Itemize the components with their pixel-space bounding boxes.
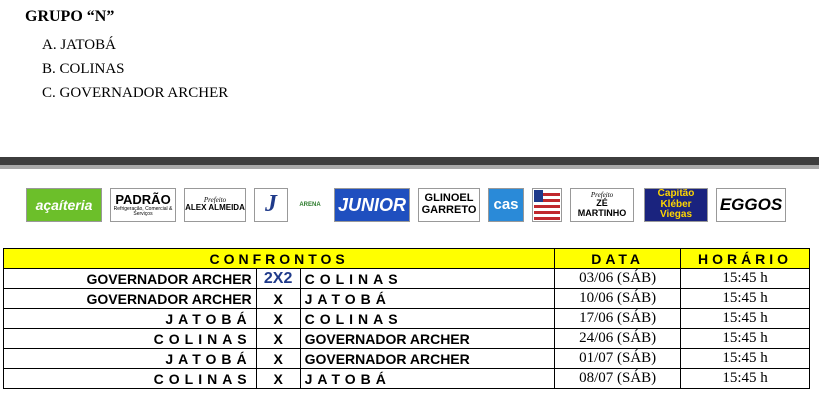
match-time: 15:45 h <box>681 309 810 329</box>
alex-almeida-logo <box>184 188 246 222</box>
home-team: GOVERNADOR ARCHER <box>4 289 257 309</box>
home-team: JATOBÁ <box>4 349 257 369</box>
team-item: C. GOVERNADOR ARCHER <box>42 85 229 101</box>
team-item: B. COLINAS <box>42 61 125 77</box>
sponsor-name: açaíteria <box>35 196 93 213</box>
divider-light <box>0 165 819 169</box>
junior-logo <box>334 188 410 222</box>
match-date: 08/07 (SÁB) <box>555 369 681 389</box>
match-time: 15:45 h <box>681 369 810 389</box>
match-date: 17/06 (SÁB) <box>555 309 681 329</box>
away-team: JATOBÁ <box>300 289 555 309</box>
home-team: GOVERNADOR ARCHER <box>4 269 257 289</box>
sponsor-sub: Refrigeração, Comercial & Serviços <box>113 205 173 217</box>
away-team: COLINAS <box>300 269 555 289</box>
j-logo <box>254 188 288 222</box>
match-separator: X <box>256 329 300 349</box>
match-date: 03/06 (SÁB) <box>555 269 681 289</box>
eggos-logo <box>716 188 786 222</box>
group-title: GRUPO “N” <box>25 8 115 25</box>
header-matches: CONFRONTOS <box>4 249 555 269</box>
ze-martinho-logo <box>570 188 634 222</box>
table-row <box>4 349 810 369</box>
match-time: 15:45 h <box>681 289 810 309</box>
kleber-viegas-logo <box>644 188 708 222</box>
arena-logo <box>296 188 324 222</box>
match-date: 24/06 (SÁB) <box>555 329 681 349</box>
sponsor-name: GLINOEL GARRETO <box>421 192 477 216</box>
sponsor-name: ALEX ALMEIDA <box>185 203 245 213</box>
table-header <box>4 249 810 269</box>
sponsor-name: PADRÃO <box>115 191 171 207</box>
divider-dark <box>0 157 819 165</box>
flag-logo <box>532 188 562 222</box>
header-date: DATA <box>555 249 681 269</box>
sponsor-sub: Prefeito <box>590 190 614 199</box>
home-team: COLINAS <box>4 329 257 349</box>
padrao-logo <box>110 188 176 222</box>
fixtures-table <box>3 248 810 389</box>
match-separator: X <box>256 289 300 309</box>
table-row <box>4 369 810 389</box>
match-separator: X <box>256 369 300 389</box>
home-team: JATOBÁ <box>4 309 257 329</box>
match-time: 15:45 h <box>681 269 810 289</box>
match-time: 15:45 h <box>681 349 810 369</box>
table-row <box>4 289 810 309</box>
away-team: COLINAS <box>300 309 555 329</box>
sponsor-name: JUNIOR <box>337 194 406 215</box>
sponsor-name: ZÉ MARTINHO <box>577 198 627 218</box>
match-separator: X <box>256 309 300 329</box>
cas-logo <box>488 188 524 222</box>
away-team: GOVERNADOR ARCHER <box>300 349 555 369</box>
home-team: COLINAS <box>4 369 257 389</box>
header-time: HORÁRIO <box>681 249 810 269</box>
sponsor-name: EGGOS <box>719 195 783 215</box>
table-row <box>4 269 810 289</box>
match-separator: X <box>256 349 300 369</box>
glinoel-garreto-logo <box>418 188 480 222</box>
sponsor-name: ARENA <box>299 201 321 208</box>
match-date: 10/06 (SÁB) <box>555 289 681 309</box>
team-item: A. JATOBÁ <box>42 37 116 53</box>
acaiteria-logo <box>26 188 102 222</box>
away-team: JATOBÁ <box>300 369 555 389</box>
away-team: GOVERNADOR ARCHER <box>300 329 555 349</box>
flag-icon <box>534 190 560 220</box>
table-row <box>4 329 810 349</box>
table-row <box>4 309 810 329</box>
sponsor-sub: Prefeito <box>203 196 227 205</box>
team-list <box>42 35 228 107</box>
sponsor-name: J <box>265 191 277 218</box>
match-time: 15:45 h <box>681 329 810 349</box>
sponsor-name: Capitão Kléber Viegas <box>657 188 695 221</box>
match-date: 01/07 (SÁB) <box>555 349 681 369</box>
match-score: 2X2 <box>256 269 300 289</box>
sponsor-name: cas <box>493 196 519 214</box>
